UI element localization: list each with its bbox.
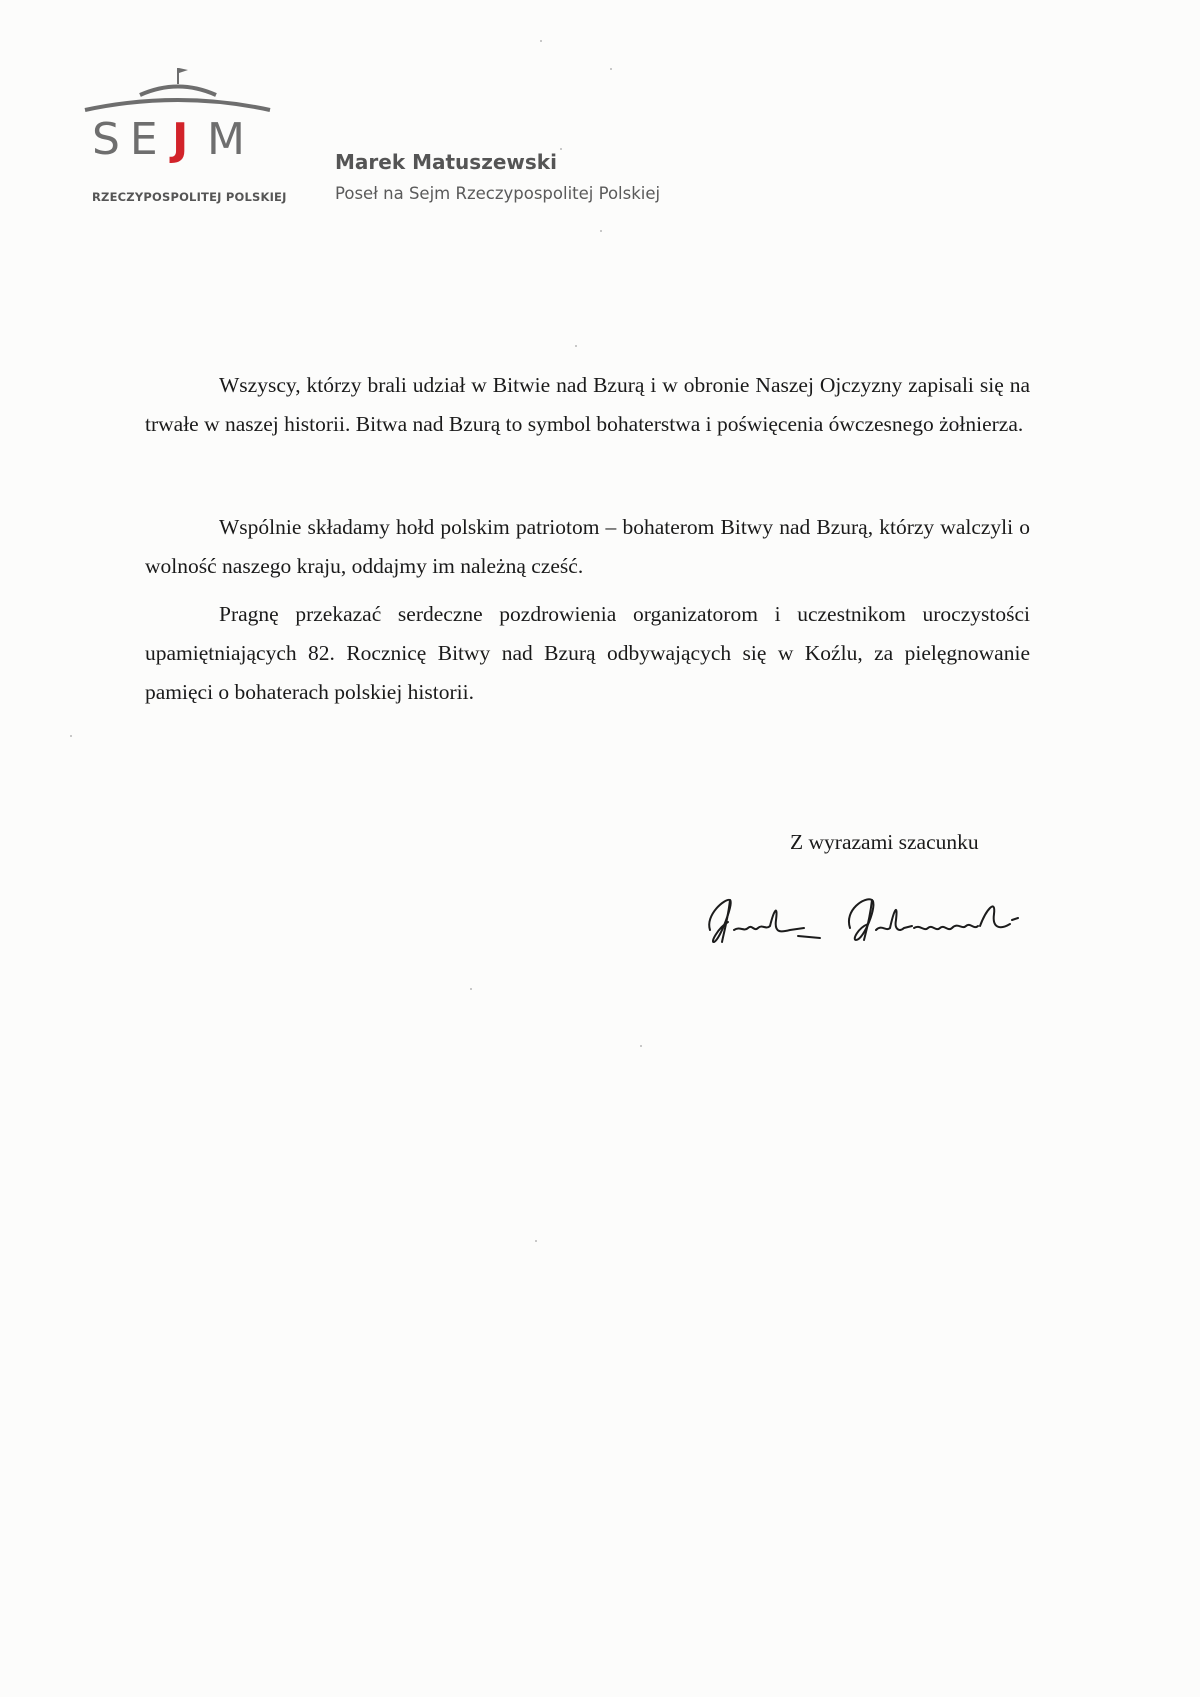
sender-name: Marek Matuszewski [335, 150, 557, 174]
logo-letter-m: M [207, 114, 245, 165]
scan-speck [560, 148, 562, 150]
logo-letters-se: SE [92, 114, 168, 165]
scan-speck [640, 1045, 642, 1047]
scan-speck [535, 1240, 537, 1242]
logo-subtitle: RZECZYPOSPOLITEJ POLSKIEJ [92, 190, 287, 204]
scan-speck [610, 68, 612, 70]
scan-speck [540, 40, 542, 42]
closing-text: Z wyrazami szacunku [790, 830, 979, 854]
scan-speck [470, 988, 472, 990]
scan-speck [600, 230, 602, 232]
sender-role: Poseł na Sejm Rzeczypospolitej Polskiej [335, 184, 661, 203]
logo-letter-j: J [172, 114, 189, 165]
scan-speck [575, 345, 577, 347]
sejm-logo [80, 62, 287, 212]
logo-wordmark [92, 114, 282, 174]
paragraph-3: Pragnę przekazać serdeczne pozdrowienia organizatorom i uczestnikom uroczystości upamiętniających 82. Rocznicę Bitwy nad Bzurą odbywających się w Koźlu, za pielęgnowanie pamięci o bohaterach polskiej historii. [145, 602, 1030, 704]
paragraph-2: Wspólnie składamy hołd polskim patriotom – bohaterom Bitwy nad Bzurą, którzy walczyli o wolność naszego kraju, oddajmy im należną cześć. [145, 515, 1030, 578]
handwritten-signature [700, 880, 1060, 960]
scan-speck [70, 735, 72, 737]
paragraph-1: Wszyscy, którzy brali udział w Bitwie nad Bzurą i w obronie Naszej Ojczyzny zapisali się na trwałe w naszej historii. Bitwa nad Bzurą to symbol bohaterstwa i poświęcenia ówczesnego żołnierza. [145, 373, 1030, 436]
